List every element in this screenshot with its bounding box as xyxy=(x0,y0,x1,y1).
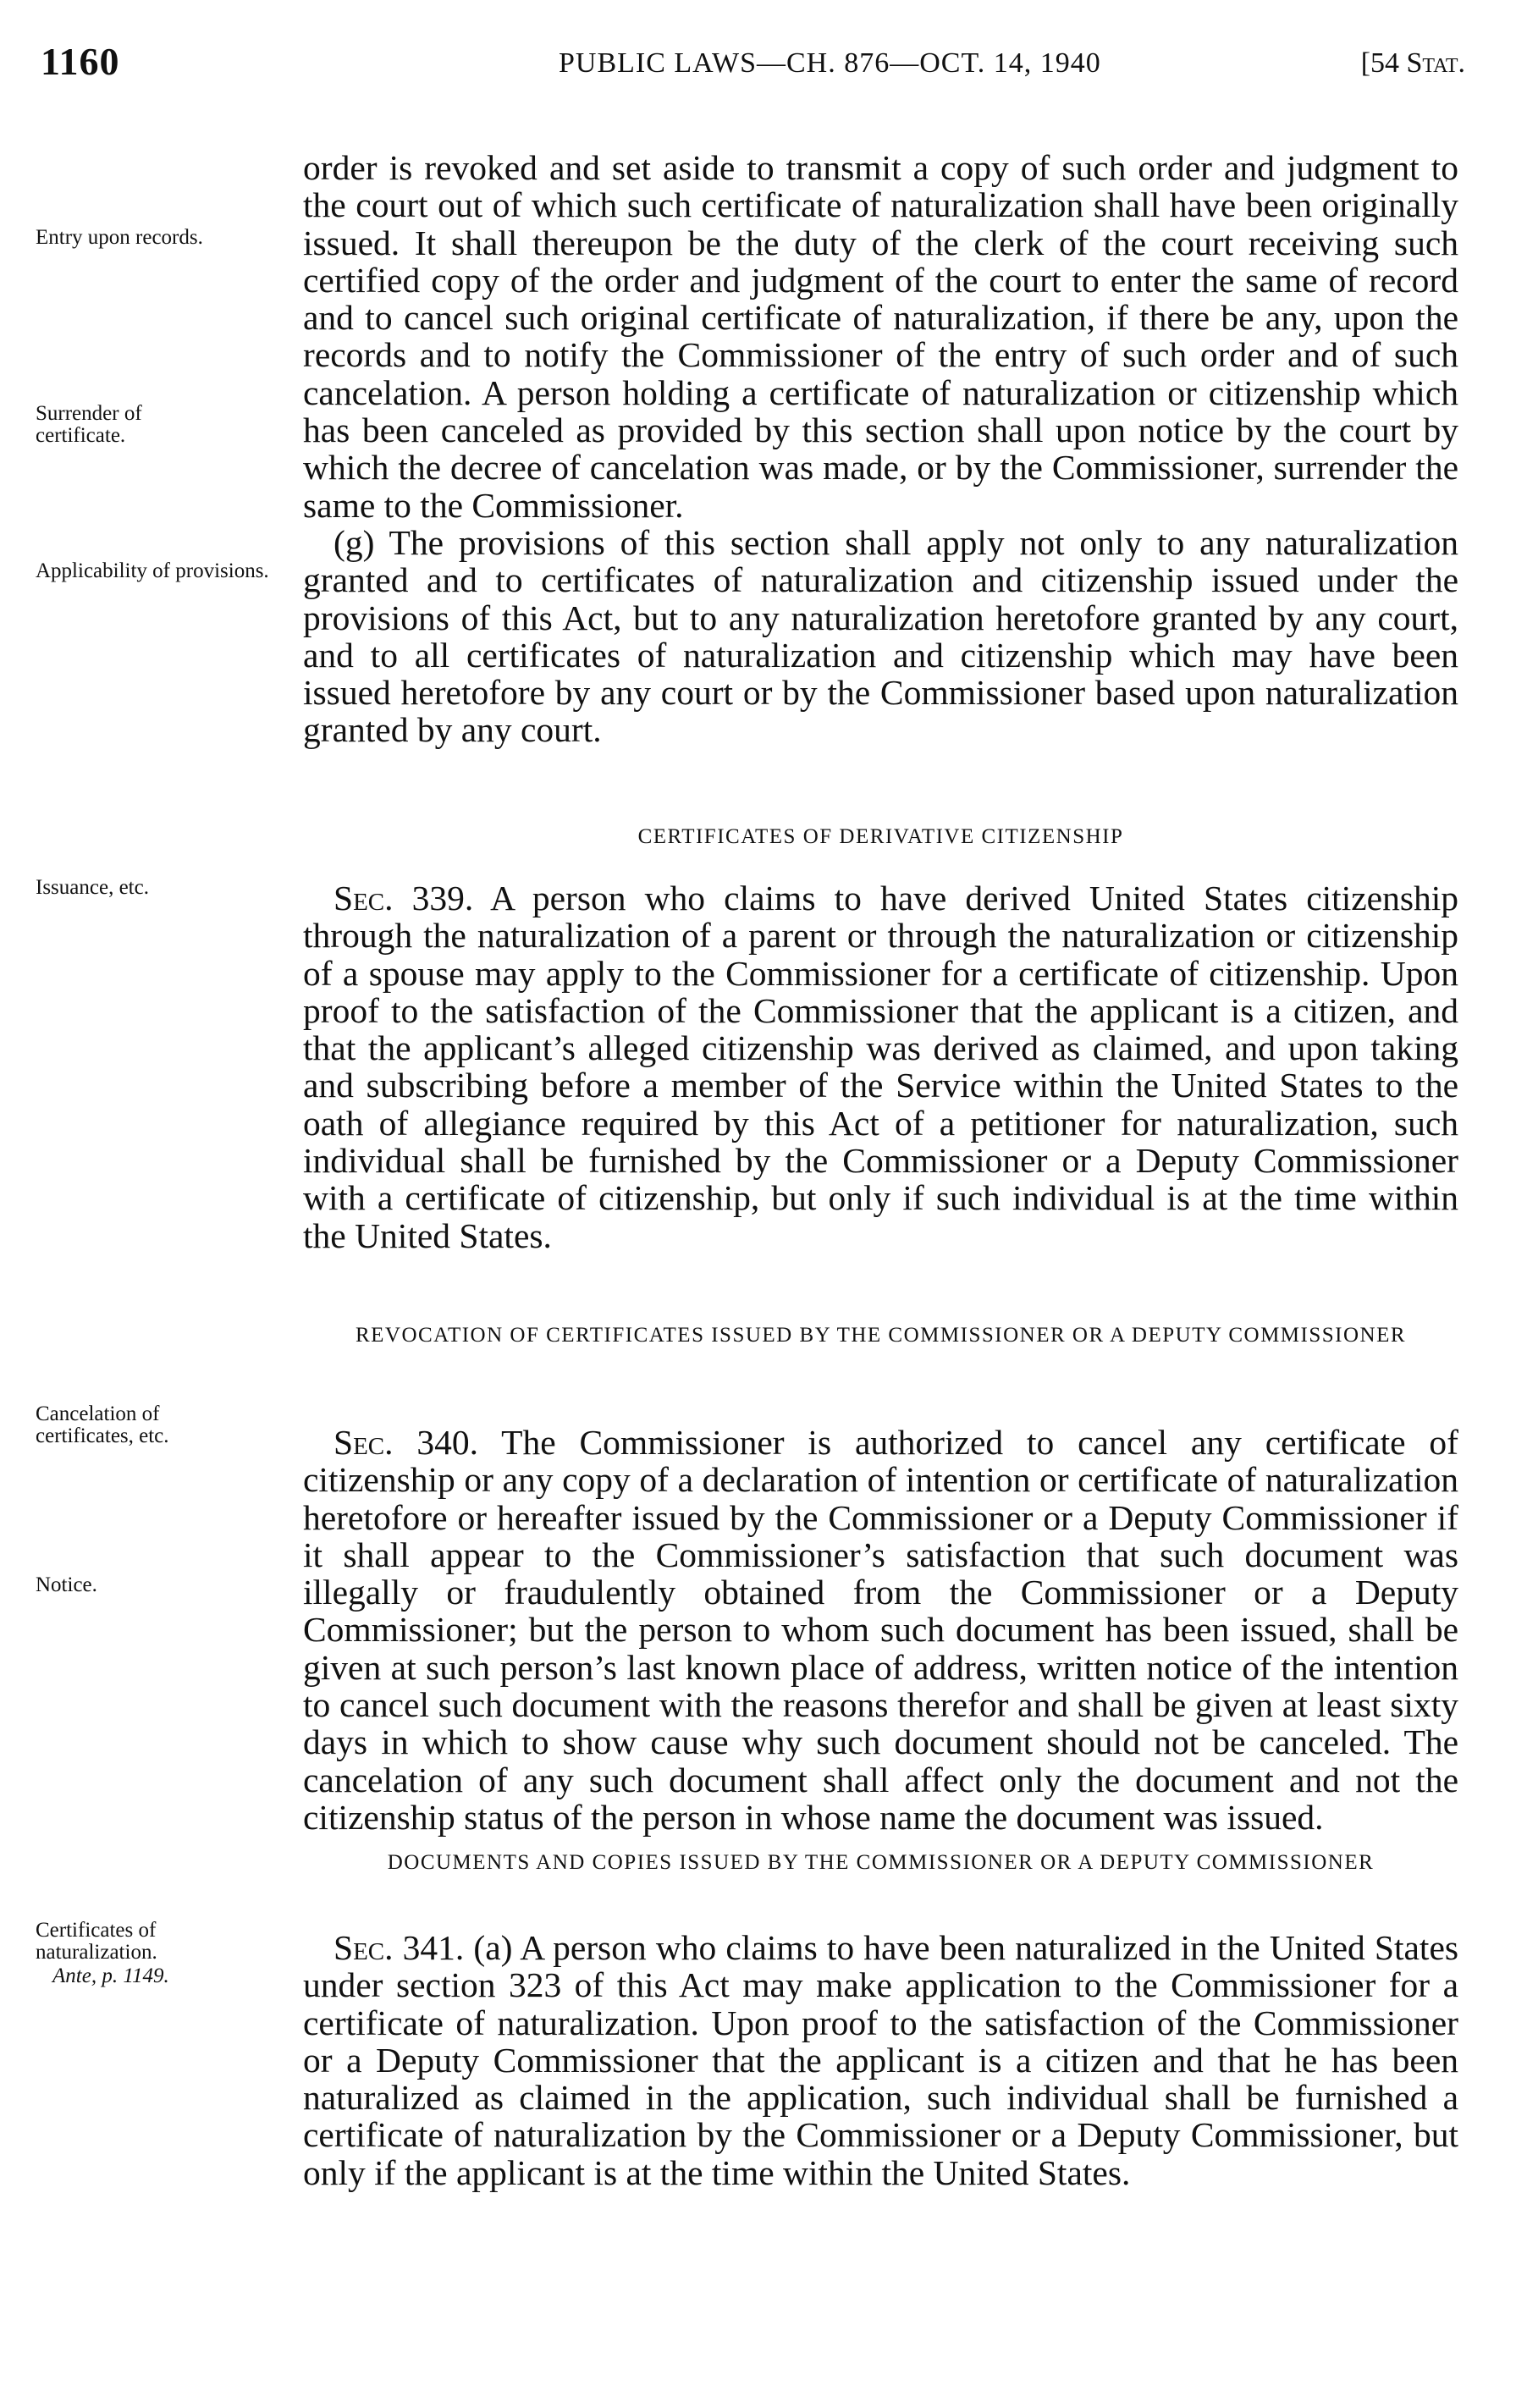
subsection-g-paragraph: (g) The provisions of this section shall apply not only to any naturalization granted and to certificates of naturalization and citizenship issued under the provisions of this Act, but to any naturalization heretofore granted by any court, and to all certificates of naturalization and citizenship which may have been issued heretofore by any court or by the Commissioner based upon naturalization granted by any court. xyxy=(303,522,1458,750)
section-341-text: (a) A person who claims to have been naturalized in the United States under section 323 of this Act may make application to the Commissioner for a certificate of naturalization. Upon proof to the satisfaction of the Commissioner or a Deputy Commissioner that the applicant is a citizen and that he has been naturalized as claimed in the application, such individual shall be furnished a certificate of naturalization by the Commissioner or a Deputy Commissioner, but only if the applicant is at the time within the United States. xyxy=(303,1928,1459,2192)
section-340-label: Sec. 340. xyxy=(334,1423,478,1462)
margin-note-certificates-of-naturalization: Certificates of naturalization. xyxy=(36,1919,157,1964)
margin-note-notice: Notice. xyxy=(36,1573,97,1596)
section-341-heading: DOCUMENTS AND COPIES ISSUED BY THE COMMISSIONER OR A DEPUTY COMMISSIONER xyxy=(387,1851,1375,1874)
section-339-label: Sec. 339. xyxy=(334,879,474,917)
section-341-label: Sec. 341. xyxy=(334,1928,465,1967)
continuation-text-block xyxy=(303,149,1458,749)
section-339-text: A person who claims to have derived United States citizenship through the naturalization of a parent or through the naturalization or citizenship of a spouse may apply to the Commissioner for a certificate of citizenship. Upon proof to the satisfaction of the Commissioner that the applicant is a citizen, and that the applicant’s alleged citizenship was derived as claimed, and upon taking and subscribing before a member of the Service within the United States to the oath of allegiance required by this Act of a petitioner for naturalization, such individual shall be furnished by the Commissioner or a Deputy Commissioner with a certificate of citizenship, but only if such individual is at the time within the United States. xyxy=(303,879,1458,1255)
margin-note-entry-upon-records: Entry upon records. xyxy=(36,226,203,249)
page-number: 1160 xyxy=(41,40,120,83)
section-339-block xyxy=(303,879,1458,1254)
margin-note-cancelation: Cancelation of certificates, etc. xyxy=(36,1402,169,1447)
statute-reference: [54 Stat. xyxy=(1360,47,1465,79)
section-339-heading: CERTIFICATES OF DERIVATIVE CITIZENSHIP xyxy=(637,825,1124,848)
section-340-block xyxy=(303,1424,1458,1836)
running-title: PUBLIC LAWS—CH. 876—OCT. 14, 1940 xyxy=(559,47,1101,79)
margin-note-issuance: Issuance, etc. xyxy=(36,876,149,899)
section-340-heading: REVOCATION OF CERTIFICATES ISSUED BY THE COMMISSIONER OR A DEPUTY COMMISSIONER xyxy=(355,1324,1407,1347)
margin-note-surrender: Surrender of certificate. xyxy=(36,402,142,447)
margin-note-ante-reference: Ante, p. 1149. xyxy=(52,1964,169,1987)
section-341-block xyxy=(303,1929,1458,2191)
continuation-paragraph: order is revoked and set aside to transmit a copy of such order and judgment to the court out of which such certificate of naturalization shall have been originally issued. It shall thereupon be the duty of the clerk of the court receiving such certified copy of the order and judgment of the court to enter the same of record and to cancel such original certificate of naturalization, if there be any, upon the records and to notify the Commissioner of the entry of such order and of such cancelation. A person holding a certificate of naturalization or citizenship which has been canceled as provided by this section shall upon notice by the court by which the decree of cancelation was made, or by the Commissioner, surrender the same to the Commissioner. xyxy=(303,148,1458,525)
section-340-text: The Commissioner is authorized to cancel any certificate of citizenship or any copy of a declaration of intention or certificate of naturalization heretofore or hereafter issued by the Commissioner or a Deputy Commissioner if it shall appear to the Commissioner’s satisfaction that such document was illegally or fraudulently obtained from the Commissioner or a Deputy Commissioner; but the person to whom such document has been issued, shall be given at such person’s last known place of address, written notice of the intention to cancel such document with the reasons therefor and shall be given at least sixty days in which to show cause why such document should not be canceled. The cancelation of any such document shall affect only the document and not the citizenship status of the person in whose name the document was issued. xyxy=(303,1423,1458,1837)
margin-note-applicability: Applicability of provisions. xyxy=(36,559,269,582)
